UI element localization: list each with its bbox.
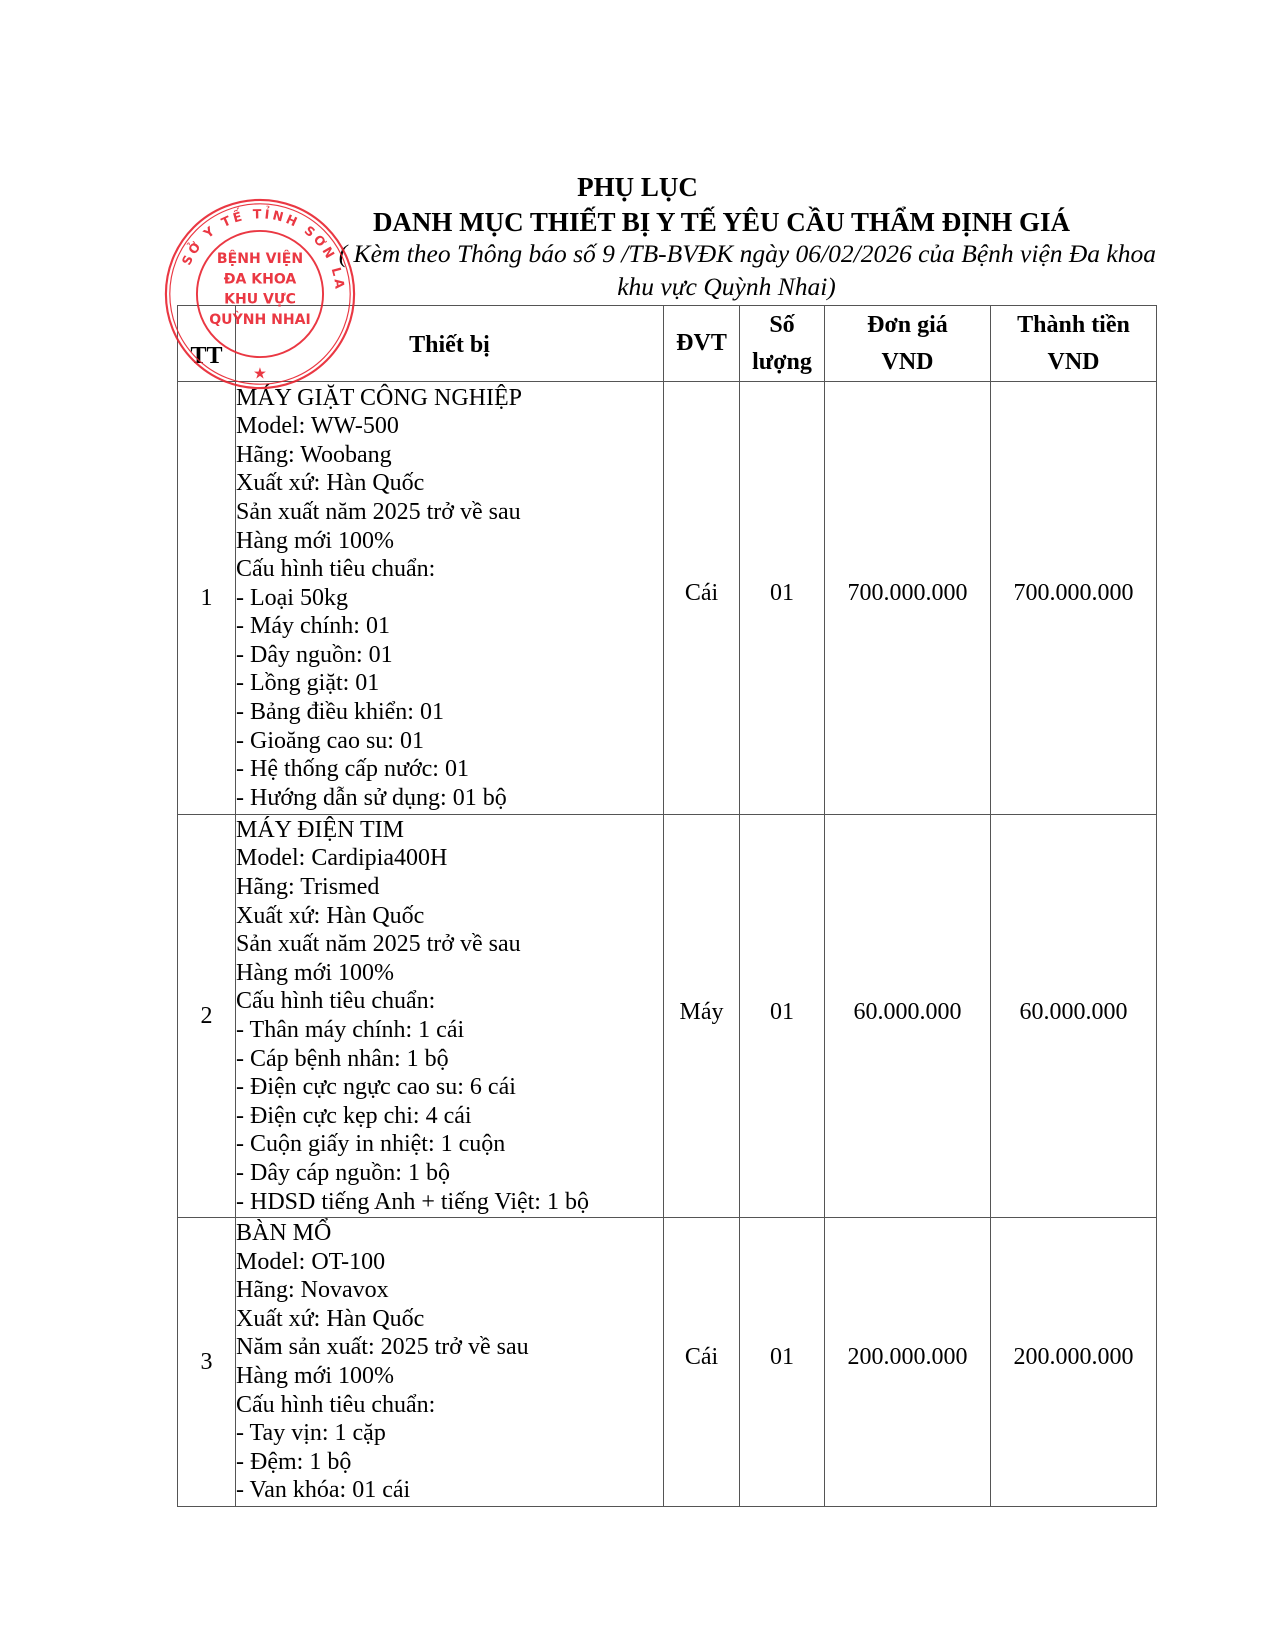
row-number: 1	[178, 382, 236, 815]
table-row	[178, 382, 1157, 815]
device-spec-line: - Cáp bệnh nhân: 1 bộ	[236, 1045, 449, 1072]
col-header-total-line2: VND	[1047, 348, 1100, 375]
device-spec-line: Model: OT-100	[236, 1248, 386, 1275]
device-spec-line: Hàng mới 100%	[236, 959, 395, 986]
col-header-device: Thiết bị	[236, 306, 664, 382]
device-spec-line: - Lồng giặt: 01	[236, 670, 380, 697]
col-header-unit-price	[825, 306, 991, 382]
device-spec-line: Model: WW-500	[236, 413, 399, 440]
device-spec-line: - Dây cáp nguồn: 1 bộ	[236, 1159, 450, 1186]
device-spec-line: - Tay vịn: 1 cặp	[236, 1420, 386, 1447]
row-number: 3	[178, 1218, 236, 1507]
total-cell: 60.000.000	[991, 815, 1157, 1218]
col-header-quantity-line1: Số	[769, 311, 795, 338]
total-cell: 700.000.000	[991, 382, 1157, 815]
device-spec-line: - Thân máy chính: 1 cái	[236, 1017, 465, 1043]
col-header-quantity	[740, 306, 825, 382]
table-row	[178, 815, 1157, 1218]
device-description	[236, 1218, 664, 1507]
row-number: 2	[178, 815, 236, 1218]
stamp-outer-text: SỞ Y TẾ TỈNH SƠN LA	[178, 206, 348, 293]
equipment-table	[177, 305, 1157, 1507]
stamp-inner-line: KHU VỰC	[224, 291, 296, 308]
device-spec-line: Hãng: Woobang	[236, 441, 392, 468]
device-spec-line: Năm sản xuất: 2025 trở về sau	[236, 1334, 529, 1361]
reference-line-2: khu vực Quỳnh Nhai)	[617, 272, 836, 301]
device-spec-line: Model: Cardipia400H	[236, 845, 448, 872]
device-spec-line: Xuất xứ: Hàn Quốc	[236, 470, 425, 497]
device-name: BÀN MỔ	[236, 1220, 332, 1247]
stamp-star-icon: ★	[253, 365, 267, 383]
device-spec-line: - Đệm: 1 bộ	[236, 1448, 352, 1475]
stamp-inner-line: ĐA KHOA	[223, 271, 297, 288]
col-header-unit: ĐVT	[664, 306, 740, 382]
col-header-quantity-line2: lượng	[752, 348, 812, 375]
quantity-cell: 01	[740, 382, 825, 815]
quantity-cell: 01	[740, 815, 825, 1218]
col-header-unit-price-line1: Đơn giá	[867, 311, 948, 338]
document-title: PHỤ LỤC	[577, 172, 698, 202]
table-header-row	[178, 306, 1157, 382]
device-spec-line: - Máy chính: 01	[236, 613, 390, 640]
reference-line-1: ( Kèm theo Thông báo số 9 /TB-BVĐK ngày 06/02/2026 của Bệnh viện Đa khoa	[338, 239, 1156, 268]
col-header-total-line1: Thành tiền	[1017, 311, 1130, 338]
device-spec-line: - Hệ thống cấp nước: 01	[236, 756, 469, 783]
col-header-total	[991, 306, 1157, 382]
device-spec-line: Cấu hình tiêu chuẩn:	[236, 556, 436, 583]
unit-cell: Cái	[664, 1218, 740, 1507]
document-subtitle: DANH MỤC THIẾT BỊ Y TẾ YÊU CẦU THẨM ĐỊNH GIÁ	[372, 207, 1071, 237]
device-description	[236, 382, 664, 815]
device-spec-line: - Cuộn giấy in nhiệt: 1 cuộn	[236, 1131, 506, 1158]
total-cell: 200.000.000	[991, 1218, 1157, 1507]
unit-cell: Máy	[664, 815, 740, 1218]
quantity-cell: 01	[740, 1218, 825, 1507]
device-name: MÁY GIẶT CÔNG NGHIỆP	[236, 384, 522, 411]
unit-cell: Cái	[664, 382, 740, 815]
device-spec-line: - Điện cực kẹp chi: 4 cái	[236, 1102, 472, 1129]
device-spec-line: Xuất xứ: Hàn Quốc	[236, 902, 425, 929]
device-spec-line: - HDSD tiếng Anh + tiếng Việt: 1 bộ	[236, 1188, 589, 1215]
unit-price-cell: 700.000.000	[825, 382, 991, 815]
device-spec-line: - Loại 50kg	[236, 584, 348, 611]
device-name: MÁY ĐIỆN TIM	[236, 816, 404, 843]
device-spec-line: Hãng: Novavox	[236, 1277, 389, 1304]
device-spec-line: Hàng mới 100%	[236, 1363, 395, 1389]
col-header-tt: TT	[178, 306, 236, 382]
device-description	[236, 815, 664, 1218]
device-spec-line: Cấu hình tiêu chuẩn:	[236, 988, 436, 1015]
device-spec-line: - Dây nguồn: 01	[236, 641, 393, 668]
device-spec-line: Sản xuất năm 2025 trở về sau	[236, 498, 521, 525]
device-spec-line: Xuất xứ: Hàn Quốc	[236, 1305, 425, 1332]
device-spec-line: Sản xuất năm 2025 trở về sau	[236, 931, 521, 958]
device-spec-line: - Điện cực ngực cao su: 6 cái	[236, 1074, 516, 1101]
col-header-unit-price-line2: VND	[881, 348, 934, 375]
device-spec-line: - Gioăng cao su: 01	[236, 727, 424, 754]
device-spec-line: Hàng mới 100%	[236, 527, 395, 554]
device-spec-line: - Bảng điều khiển: 01	[236, 699, 444, 726]
device-spec-line: - Hướng dẫn sử dụng: 01 bộ	[236, 784, 507, 811]
device-spec-line: - Van khóa: 01 cái	[236, 1477, 411, 1504]
device-spec-line: Cấu hình tiêu chuẩn:	[236, 1391, 436, 1418]
stamp-inner-line: BỆNH VIỆN	[216, 250, 304, 267]
unit-price-cell: 60.000.000	[825, 815, 991, 1218]
table-row	[178, 1218, 1157, 1507]
unit-price-cell: 200.000.000	[825, 1218, 991, 1507]
device-spec-line: Hãng: Trismed	[236, 874, 380, 901]
stamp-inner-line: QUỲNH NHAI	[209, 312, 311, 329]
